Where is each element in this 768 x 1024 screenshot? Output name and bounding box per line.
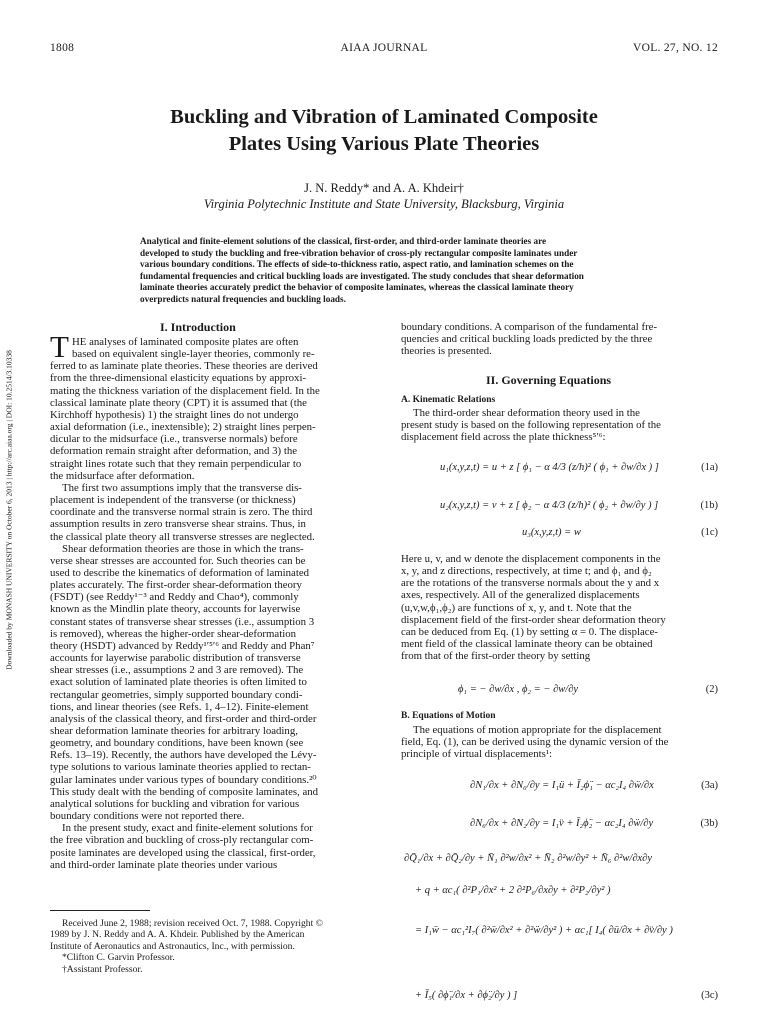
- abstract-line: various boundary conditions. The effects of side-to-thickness ratio, aspect ratio, and lamination schemes on the: [140, 259, 574, 270]
- body-line: the midsurface after deformation.: [50, 469, 195, 482]
- section-heading-introduction: I. Introduction: [160, 320, 236, 334]
- equation-number: (2): [705, 684, 718, 695]
- body-line: posite laminates are developed using the classical, first-order,: [50, 846, 316, 859]
- subsection-heading-motion: B. Equations of Motion: [401, 711, 496, 721]
- body-line: HE analyses of laminated composite plates are often: [72, 336, 299, 348]
- equation-number: (3c): [701, 990, 718, 1001]
- body-line: theory (HSDT) advanced by Reddy¹ʹ⁵ʹ⁶ and Reddy and Phan⁷: [50, 639, 315, 652]
- body-line: known as the Mindlin plate theory, accounts for layerwise: [50, 603, 301, 616]
- equation-lhs: u₁(x,y,z,t) = u + z: [440, 462, 514, 473]
- equation-3c-line3: = I₁ẅ − αc₁²I₇( ∂²ẅ/∂x² + ∂²ẅ/∂y² ) + αc₁[ I₄( ∂ü/∂x + ∂v̈/∂y ): [415, 925, 673, 936]
- body-line: displacement field of the first-order shear deformation theory: [401, 613, 666, 626]
- body-line: placement is independent of the transverse (or thickness): [50, 494, 296, 507]
- drop-cap: T: [50, 329, 69, 364]
- equation-3c-line4: + Ī₅( ∂ϕ̈₁/∂x + ∂ϕ̈₂/∂y ) ]: [415, 990, 518, 1001]
- body-line: the classical plate theory all transverse stresses are neglected.: [50, 530, 315, 543]
- body-line: can be deduced from Eq. (1) by setting α = 0. The displace-: [401, 625, 658, 638]
- body-line: and third-order laminate plate theories under various: [50, 858, 278, 871]
- body-line: shear stresses (i.e., assumptions 2 and 3 are removed). The: [50, 664, 304, 677]
- footnotes: [50, 918, 370, 975]
- equation-rhs: [ ϕ₁ − α 4/3 (z/h)² ( ϕ₁ + ∂w/∂x ) ]: [516, 462, 659, 473]
- abstract-line: laminate theories accurately predict the behavior of composite laminates, whereas the classical laminate theory: [140, 282, 574, 293]
- body-line: shear deformation laminate theories for arbitrary loading,: [50, 725, 298, 737]
- equation-lhs: u₂(x,y,z,t) = v + z: [440, 500, 513, 511]
- body-line: The third-order shear deformation theory used in the: [413, 407, 640, 419]
- subsection-heading-kinematic: A. Kinematic Relations: [401, 395, 496, 405]
- abstract-line: fundamental frequencies and critical buckling loads are investigated. The study concludes that shear deformation: [140, 270, 584, 281]
- body-line: (u,v,w,ϕ₁,ϕ₂) are functions of x, y, and t. Note that the: [401, 601, 632, 614]
- body-line: mating the thickness variation of the displacement field. In the: [50, 384, 320, 397]
- body-line: classical laminate plate theory (CPT) it is assumed that (the: [50, 396, 307, 409]
- body-line: dicular to the midsurface (i.e., transverse normals) before: [50, 433, 298, 446]
- body-line: Here u, v, and w denote the displacement components in the: [401, 553, 661, 565]
- abstract-line: developed to study the buckling and free-vibration behavior of cross-ply rectangular composite laminates under: [140, 247, 578, 258]
- body-line: Shear deformation theories are those in which the trans-: [62, 542, 304, 555]
- right-intro-body: [401, 321, 719, 357]
- body-line: the free vibration and buckling of cross-ply rectangular com-: [50, 834, 314, 847]
- body-line: constant states of transverse shear stresses (i.e., assumption 3: [50, 615, 315, 628]
- equation-lhs: u₃(x,y,z,t) = w: [522, 527, 581, 538]
- body-line: theories is presented.: [401, 345, 492, 358]
- body-line: analytical solutions for buckling and vibration for various: [50, 797, 300, 810]
- body-line: analysis of the classical theory, and first-order and third-order: [50, 712, 317, 725]
- body-line: ment field of the classical laminate theory can be obtained: [401, 638, 653, 651]
- body-line: axial deformation (i.e., inextensible); 2) straight lines perpen-: [50, 421, 316, 434]
- body-line: axes, respectively. All of the generalized displacements: [401, 589, 640, 602]
- body-line: geometry, and boundary conditions, have been known (see: [50, 737, 304, 750]
- body-line: boundary conditions were not reported there.: [50, 810, 245, 823]
- body-line: The equations of motion appropriate for the displacement: [413, 724, 662, 736]
- body-line: deformation remain straight after deformation, and 3) the: [50, 445, 298, 458]
- footnote-line: Institute of Aeronautics and Astronautics, Inc., with permission.: [50, 940, 295, 952]
- authors: J. N. Reddy* and A. A. Khdeir†: [304, 181, 464, 195]
- body-line: ferred to as laminate plate theories. These theories are derived: [50, 360, 318, 373]
- abstract: [140, 236, 637, 306]
- intro-body: [50, 336, 368, 871]
- body-line: field, Eq. (1), can be derived using the dynamic version of the: [401, 736, 669, 749]
- body-line: Kirchhoff hypothesis) 1) the straight lines do not undergo: [50, 408, 299, 421]
- body-line: verse shear stresses are accounted for. Such theories can be: [50, 554, 306, 567]
- footnote-line: Received June 2, 1988; revision received Oct. 7, 1988. Copyright ©: [62, 918, 323, 929]
- equation-rhs: [ ϕ₂ − α 4/3 (z/h)² ( ϕ₂ + ∂w/∂y ) ]: [515, 500, 659, 511]
- footnote-line: †Assistant Professor.: [62, 963, 143, 975]
- body-line: In the present study, exact and finite-element solutions for: [62, 822, 313, 835]
- body-line: gular laminates under various types of boundary conditions.²⁰: [50, 773, 317, 786]
- equation-3c-line2: + q + αc₁( ∂²P₁/∂x² + 2 ∂²P₆/∂x∂y + ∂²P₂/∂y² ): [415, 885, 611, 896]
- body-line: rectangular geometries, simply supported boundary condi-: [50, 688, 303, 701]
- body-line: tions, and linear theories (see Refs. 1, 4–12). Finite-element: [50, 700, 309, 713]
- body-line: This study dealt with the bending of composite laminates, and: [50, 785, 319, 798]
- body-line: (FSDT) (see Reddy¹⁻³ and Reddy and Chao⁴), commonly: [50, 591, 299, 604]
- equation-3a: ∂N₁/∂x + ∂N₆/∂y = I₁ü + Ī₂ϕ̈₁ − αc₂I₄ ∂ẅ/∂x: [470, 780, 654, 791]
- body-line: boundary conditions. A comparison of the fundamental fre-: [401, 321, 658, 333]
- footnote-rule: [50, 910, 150, 911]
- equation-3c-line1: ∂Q̄₁/∂x + ∂Q̄₂/∂y + N̄₁ ∂²w/∂x² + N̄₂ ∂²w/∂y² + N̄₆ ∂²w/∂x∂y: [404, 853, 653, 864]
- abstract-line: overpredicts natural frequencies and buckling loads.: [140, 293, 346, 304]
- paper-title: [60, 104, 708, 158]
- body-line: quencies and critical buckling loads predicted by the three: [401, 333, 653, 346]
- equation-number: (3a): [701, 780, 718, 791]
- body-line: displacement field across the plate thickness⁵ʹ⁶:: [401, 431, 606, 444]
- body-line: type solutions to various laminate theories applied to rectan-: [50, 761, 311, 774]
- running-head: [50, 42, 718, 58]
- body-line: are the rotations of the transverse normals about the y and x: [401, 577, 660, 590]
- equation-1a: [440, 462, 659, 473]
- equation-1c: [522, 527, 581, 538]
- download-note: Downloaded by MONASH UNIVERSITY on October 6, 2013 | http://arc.aiaa.org | DOI: 10.2514/3.10338: [4, 350, 14, 670]
- kinematic-body: [401, 407, 719, 443]
- equation-number: (1c): [701, 527, 718, 538]
- body-line: based on equivalent single-layer theories, commonly re-: [72, 348, 315, 361]
- affiliation: Virginia Polytechnic Institute and State University, Blacksburg, Virginia: [203, 197, 565, 211]
- journal-name: AIAA JOURNAL: [340, 42, 428, 54]
- footnote-line: *Clifton C. Garvin Professor.: [62, 952, 175, 964]
- download-watermark: [3, 330, 15, 690]
- page-number: 1808: [50, 42, 75, 54]
- equation-number: (3b): [700, 818, 718, 829]
- body-line: from the three-dimensional elasticity equations by approxi-: [50, 372, 307, 385]
- body-line: used to describe the kinematics of deformation of laminated: [50, 566, 310, 579]
- body-line: from that of the first-order theory by setting: [401, 650, 591, 663]
- equation-number: (1b): [700, 500, 718, 511]
- body-line: coordinate and the transverse normal strain is zero. The third: [50, 506, 313, 519]
- title-line: Buckling and Vibration of Laminated Composite: [170, 106, 598, 128]
- body-line: assumption results in zero transverse shear strains. Thus, in: [50, 518, 306, 531]
- abstract-line: Analytical and finite-element solutions of the classical, first-order, and third-order laminate theories are: [140, 236, 547, 246]
- body-line: Refs. 13–19). Recently, the authors have developed the Lévy-: [50, 749, 317, 762]
- equation-number: (1a): [701, 462, 718, 473]
- body-line: plates accurately. The first-order shear-deformation theory: [50, 579, 302, 592]
- body-line: x, y, and z directions, respectively, at time t; and ϕ₁ and ϕ₂: [401, 565, 652, 578]
- motion-body: [401, 724, 719, 760]
- volume-issue: VOL. 27, NO. 12: [633, 42, 718, 54]
- footnote-line: 1989 by J. N. Reddy and A. A. Khdeir. Published by the American: [50, 929, 305, 941]
- body-line: is removed), whereas the higher-order shear-deformation: [50, 627, 296, 640]
- body-line: exact solution of laminated plate theories is often limited to: [50, 676, 307, 689]
- equation-3b: ∂N₆/∂x + ∂N₂/∂y = I₁v̈ + Ī₂ϕ̈₂ − αc₂I₄ ∂ẅ/∂y: [470, 818, 654, 829]
- body-line: accounts for layerwise parabolic distribution of transverse: [50, 652, 301, 665]
- equation-1b: [440, 500, 658, 511]
- body-line: The first two assumptions imply that the transverse dis-: [62, 481, 302, 494]
- body-line: straight lines rotate such that they remain perpendicular to: [50, 457, 302, 470]
- paragraph-after-eq1: [401, 553, 719, 662]
- body-line: present study is based on the following representation of the: [401, 419, 661, 432]
- body-line: principle of virtual displacements¹:: [401, 748, 553, 761]
- section-heading-governing: II. Governing Equations: [486, 373, 612, 387]
- title-line: Plates Using Various Plate Theories: [228, 133, 540, 155]
- equation-2: ϕ₁ = − ∂w/∂x , ϕ₂ = − ∂w/∂y: [458, 684, 579, 695]
